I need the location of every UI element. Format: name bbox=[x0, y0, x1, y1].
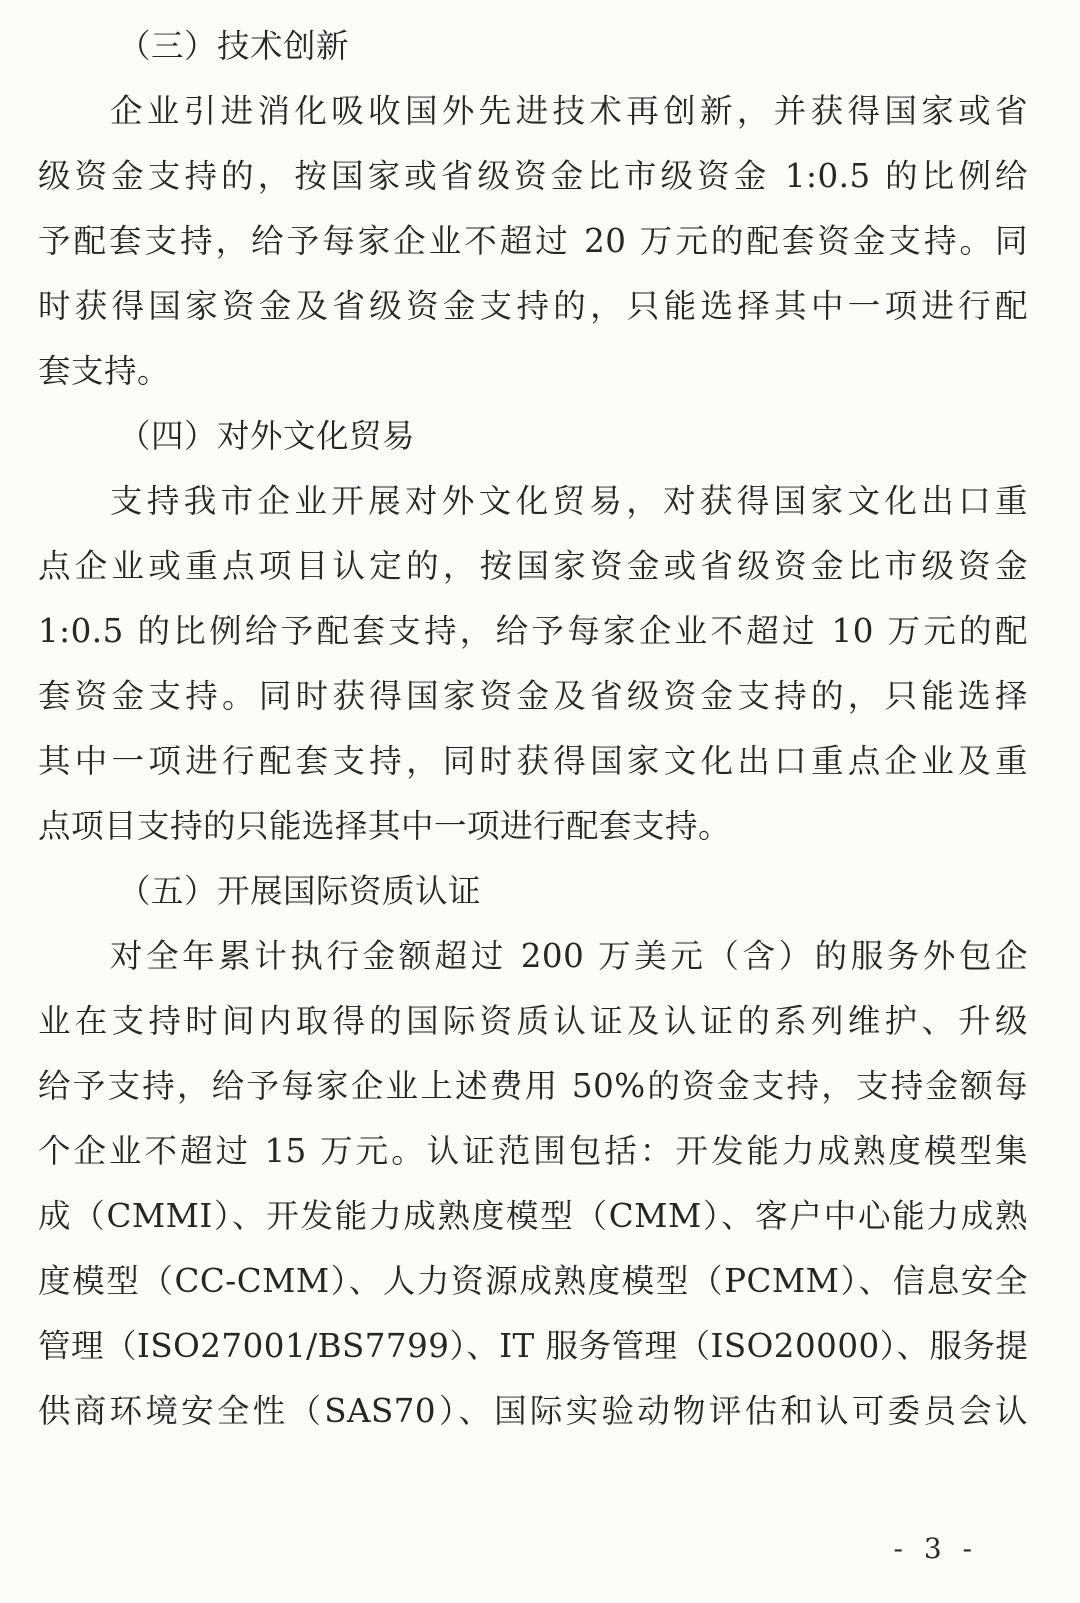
paragraph-line: 成（CMMI）、开发能力成熟度模型（CMM）、客户中心能力成熟 bbox=[38, 1197, 1028, 1235]
paragraph-line: 个企业不超过 15 万元。认证范围包括：开发能力成熟度模型集 bbox=[38, 1132, 1028, 1170]
paragraph-line: 其中一项进行配套支持，同时获得国家文化出口重点企业及重 bbox=[38, 742, 1028, 780]
paragraph-line: 管理（ISO27001/BS7799）、IT 服务管理（ISO20000）、服务提 bbox=[38, 1327, 1028, 1365]
section-heading-5: （五）开展国际资质认证 bbox=[118, 872, 482, 910]
paragraph-line: 支持我市企业开展对外文化贸易，对获得国家文化出口重 bbox=[110, 482, 1028, 520]
paragraph-line: 度模型（CC-CMM）、人力资源成熟度模型（PCMM）、信息安全 bbox=[38, 1262, 1028, 1300]
paragraph-line: 企业引进消化吸收国外先进技术再创新，并获得国家或省 bbox=[110, 92, 1028, 130]
section-heading-4: （四）对外文化贸易 bbox=[118, 417, 416, 455]
paragraph-line: 给予支持，给予每家企业上述费用 50%的资金支持，支持金额每 bbox=[38, 1067, 1028, 1105]
paragraph-line: 套支持。 bbox=[38, 352, 171, 390]
paragraph-line: 点企业或重点项目认定的，按国家资金或省级资金比市级资金 bbox=[38, 547, 1028, 585]
paragraph-line: 级资金支持的，按国家或省级资金比市级资金 1:0.5 的比例给 bbox=[38, 157, 1028, 195]
paragraph-line: 套资金支持。同时获得国家资金及省级资金支持的，只能选择 bbox=[38, 677, 1028, 715]
paragraph-line: 对全年累计执行金额超过 200 万美元（含）的服务外包企 bbox=[110, 937, 1028, 975]
paragraph-line: 供商环境安全性（SAS70）、国际实验动物评估和认可委员会认 bbox=[38, 1392, 1028, 1430]
document-page bbox=[38, 14, 1028, 1444]
paragraph-line: 予配套支持，给予每家企业不超过 20 万元的配套资金支持。同 bbox=[38, 222, 1028, 260]
section-heading-3: （三）技术创新 bbox=[118, 27, 350, 65]
paragraph-line: 1:0.5 的比例给予配套支持，给予每家企业不超过 10 万元的配 bbox=[38, 612, 1028, 650]
page-number: - 3 - bbox=[893, 1532, 978, 1565]
paragraph-line: 时获得国家资金及省级资金支持的，只能选择其中一项进行配 bbox=[38, 287, 1028, 325]
paragraph-line: 点项目支持的只能选择其中一项进行配套支持。 bbox=[38, 807, 732, 845]
paragraph-line: 业在支持时间内取得的国际资质认证及认证的系列维护、升级 bbox=[38, 1002, 1028, 1040]
